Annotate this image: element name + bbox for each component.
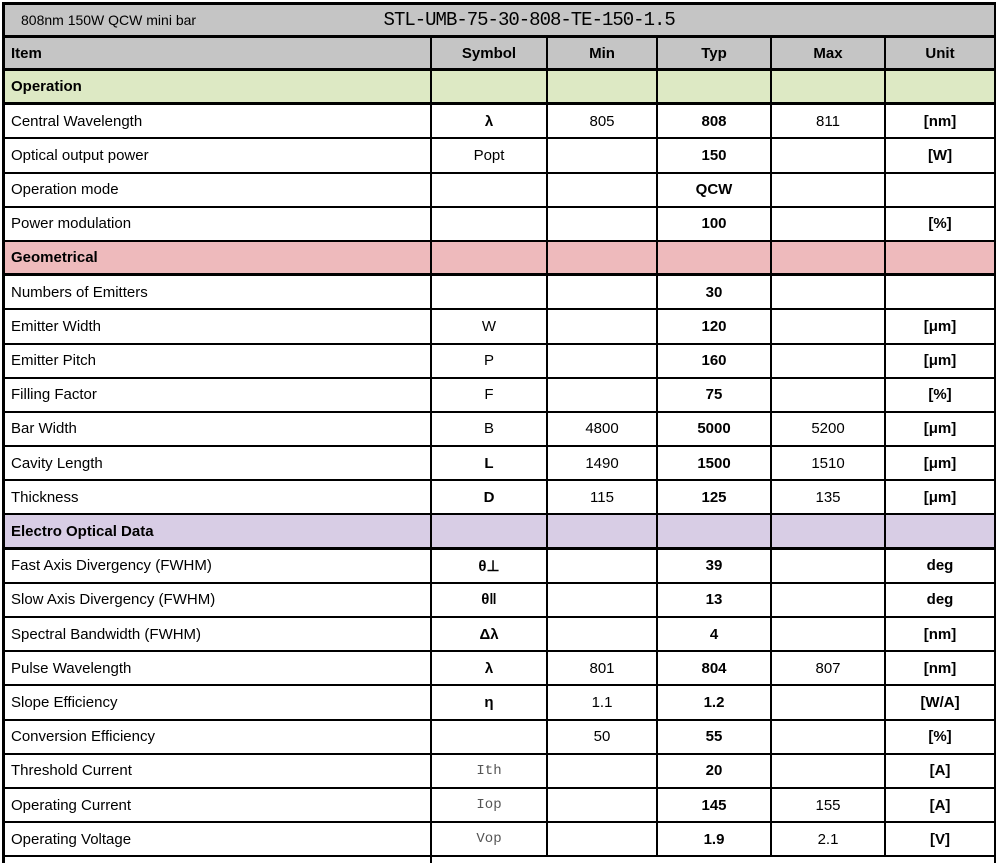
cell-typ: 75: [658, 379, 772, 413]
cell-max: [772, 584, 886, 618]
cell-max: [772, 686, 886, 720]
cell-symbol: λ: [432, 105, 548, 139]
column-header-max: Max: [772, 38, 886, 71]
spec-row: [5, 789, 996, 823]
cell-unit: [%]: [886, 721, 996, 755]
cell-typ: 1500: [658, 447, 772, 481]
cell-item: Power modulation: [5, 208, 432, 242]
cell-unit: [μm]: [886, 310, 996, 344]
cell-min: [548, 755, 658, 789]
spec-row: [5, 208, 996, 242]
section-empty-cell: [658, 515, 772, 549]
cell-unit: deg: [886, 550, 996, 584]
column-header-min: Min: [548, 38, 658, 71]
cell-typ: 39: [658, 550, 772, 584]
section-empty-cell: [658, 71, 772, 105]
cell-max: [772, 755, 886, 789]
cell-symbol: θ‖: [432, 584, 548, 618]
spec-row: [5, 618, 996, 652]
cell-typ: 13: [658, 584, 772, 618]
cell-unit: [A]: [886, 755, 996, 789]
cell-item: Pulse Wavelength: [5, 652, 432, 686]
cell-item: Bar Width: [5, 413, 432, 447]
cell-item: Conversion Efficiency: [5, 721, 432, 755]
partial-cell: [5, 857, 432, 863]
section-empty-cell: [432, 71, 548, 105]
cell-item: Operating Current: [5, 789, 432, 823]
spec-row: [5, 345, 996, 379]
spec-row: [5, 447, 996, 481]
cell-unit: [μm]: [886, 345, 996, 379]
cell-min: 805: [548, 105, 658, 139]
cell-max: 2.1: [772, 823, 886, 857]
cell-min: 50: [548, 721, 658, 755]
cell-symbol: Δλ: [432, 618, 548, 652]
section-empty-cell: [772, 71, 886, 105]
cell-min: [548, 823, 658, 857]
cell-item: Spectral Bandwidth (FWHM): [5, 618, 432, 652]
section-empty-cell: [548, 515, 658, 549]
section-empty-cell: [772, 515, 886, 549]
section-empty-cell: [432, 515, 548, 549]
cell-item: Threshold Current: [5, 755, 432, 789]
cell-min: [548, 174, 658, 208]
section-empty-cell: [772, 242, 886, 276]
spec-row: [5, 481, 996, 515]
spec-row: [5, 584, 996, 618]
cell-unit: [μm]: [886, 413, 996, 447]
cell-item: Optical output power: [5, 139, 432, 173]
cell-max: [772, 345, 886, 379]
cell-symbol: Ith: [432, 755, 548, 789]
cell-max: [772, 208, 886, 242]
cell-min: [548, 379, 658, 413]
spec-row: [5, 755, 996, 789]
cell-min: [548, 618, 658, 652]
section-row-geometrical: [5, 242, 996, 276]
cell-typ: 150: [658, 139, 772, 173]
column-header-unit: Unit: [886, 38, 996, 71]
spec-row: [5, 276, 996, 310]
spec-row: [5, 823, 996, 857]
column-header-symbol: Symbol: [432, 38, 548, 71]
cell-min: [548, 276, 658, 310]
column-header-item: Item: [5, 38, 432, 71]
cell-min: 801: [548, 652, 658, 686]
spec-row: [5, 652, 996, 686]
cell-min: [548, 310, 658, 344]
cell-typ: 55: [658, 721, 772, 755]
spec-table: [2, 2, 996, 863]
cell-typ: 1.9: [658, 823, 772, 857]
cell-max: [772, 379, 886, 413]
cell-item: Numbers of Emitters: [5, 276, 432, 310]
cell-min: [548, 789, 658, 823]
cell-max: [772, 310, 886, 344]
cell-min: 115: [548, 481, 658, 515]
spec-row: [5, 310, 996, 344]
cell-typ: 5000: [658, 413, 772, 447]
cell-typ: 808: [658, 105, 772, 139]
section-label: Electro Optical Data: [5, 515, 432, 549]
section-row-operation: [5, 71, 996, 105]
cell-typ: 20: [658, 755, 772, 789]
cell-unit: [μm]: [886, 447, 996, 481]
cell-typ: QCW: [658, 174, 772, 208]
cell-unit: [A]: [886, 789, 996, 823]
model-number: STL-UMB-75-30-808-TE-150-1.5: [383, 9, 675, 31]
cell-min: [548, 345, 658, 379]
section-empty-cell: [886, 71, 996, 105]
cell-min: [548, 208, 658, 242]
cell-unit: [V]: [886, 823, 996, 857]
cell-min: [548, 139, 658, 173]
cell-symbol: W: [432, 310, 548, 344]
cell-symbol: η: [432, 686, 548, 720]
section-label: Operation: [5, 71, 432, 105]
cell-item: Slope Efficiency: [5, 686, 432, 720]
product-description: 808nm 150W QCW mini bar: [21, 12, 197, 28]
cell-symbol: θ⊥: [432, 550, 548, 584]
cell-symbol: Iop: [432, 789, 548, 823]
cell-min: [548, 550, 658, 584]
cell-max: 807: [772, 652, 886, 686]
cell-item: Operating Voltage: [5, 823, 432, 857]
cell-symbol: λ: [432, 652, 548, 686]
cell-max: [772, 276, 886, 310]
partial-cell: [432, 857, 996, 863]
spec-row: [5, 413, 996, 447]
cell-typ: 120: [658, 310, 772, 344]
cell-max: 155: [772, 789, 886, 823]
cell-max: [772, 550, 886, 584]
cell-typ: 145: [658, 789, 772, 823]
cell-typ: 100: [658, 208, 772, 242]
cell-symbol: [432, 174, 548, 208]
cell-max: [772, 139, 886, 173]
cell-symbol: L: [432, 447, 548, 481]
cell-symbol: P: [432, 345, 548, 379]
section-empty-cell: [432, 242, 548, 276]
cell-max: [772, 618, 886, 652]
cell-item: Thickness: [5, 481, 432, 515]
cell-unit: deg: [886, 584, 996, 618]
cell-typ: 160: [658, 345, 772, 379]
spec-row: [5, 139, 996, 173]
cell-item: Emitter Pitch: [5, 345, 432, 379]
spec-row: [5, 721, 996, 755]
cell-unit: [W]: [886, 139, 996, 173]
cell-item: Operation mode: [5, 174, 432, 208]
cell-unit: [%]: [886, 379, 996, 413]
cell-unit: [886, 174, 996, 208]
cell-symbol: [432, 208, 548, 242]
cell-symbol: [432, 276, 548, 310]
spec-row: [5, 379, 996, 413]
cell-unit: [886, 276, 996, 310]
cell-min: 4800: [548, 413, 658, 447]
cell-symbol: [432, 721, 548, 755]
cell-symbol: B: [432, 413, 548, 447]
cell-item: Slow Axis Divergency (FWHM): [5, 584, 432, 618]
section-empty-cell: [548, 242, 658, 276]
cell-typ: 30: [658, 276, 772, 310]
section-empty-cell: [886, 242, 996, 276]
cell-typ: 804: [658, 652, 772, 686]
column-header-typ: Typ: [658, 38, 772, 71]
section-row-electro-optical-data: [5, 515, 996, 549]
section-empty-cell: [658, 242, 772, 276]
cell-symbol: F: [432, 379, 548, 413]
cell-symbol: D: [432, 481, 548, 515]
title-bar: [5, 5, 996, 38]
title-bar-cell: [5, 5, 996, 38]
cell-unit: [μm]: [886, 481, 996, 515]
cell-item: Cavity Length: [5, 447, 432, 481]
column-header-row: [5, 38, 996, 71]
cell-min: 1.1: [548, 686, 658, 720]
section-empty-cell: [548, 71, 658, 105]
cell-max: 5200: [772, 413, 886, 447]
cell-typ: 125: [658, 481, 772, 515]
cell-unit: [W/A]: [886, 686, 996, 720]
spec-row: [5, 550, 996, 584]
cell-unit: [%]: [886, 208, 996, 242]
spec-row: [5, 686, 996, 720]
cell-typ: 1.2: [658, 686, 772, 720]
cell-item: Central Wavelength: [5, 105, 432, 139]
cell-min: [548, 584, 658, 618]
cell-typ: 4: [658, 618, 772, 652]
section-empty-cell: [886, 515, 996, 549]
cell-item: Filling Factor: [5, 379, 432, 413]
cell-max: [772, 721, 886, 755]
spec-row: [5, 105, 996, 139]
cell-unit: [nm]: [886, 105, 996, 139]
cell-unit: [nm]: [886, 652, 996, 686]
cell-symbol: Popt: [432, 139, 548, 173]
section-label: Geometrical: [5, 242, 432, 276]
cell-unit: [nm]: [886, 618, 996, 652]
cell-item: Fast Axis Divergency (FWHM): [5, 550, 432, 584]
cell-max: 811: [772, 105, 886, 139]
cell-symbol: Vop: [432, 823, 548, 857]
cell-min: 1490: [548, 447, 658, 481]
spec-row: [5, 174, 996, 208]
cell-max: 135: [772, 481, 886, 515]
cell-max: 1510: [772, 447, 886, 481]
partial-bottom-row: [5, 857, 996, 863]
cell-max: [772, 174, 886, 208]
cell-item: Emitter Width: [5, 310, 432, 344]
